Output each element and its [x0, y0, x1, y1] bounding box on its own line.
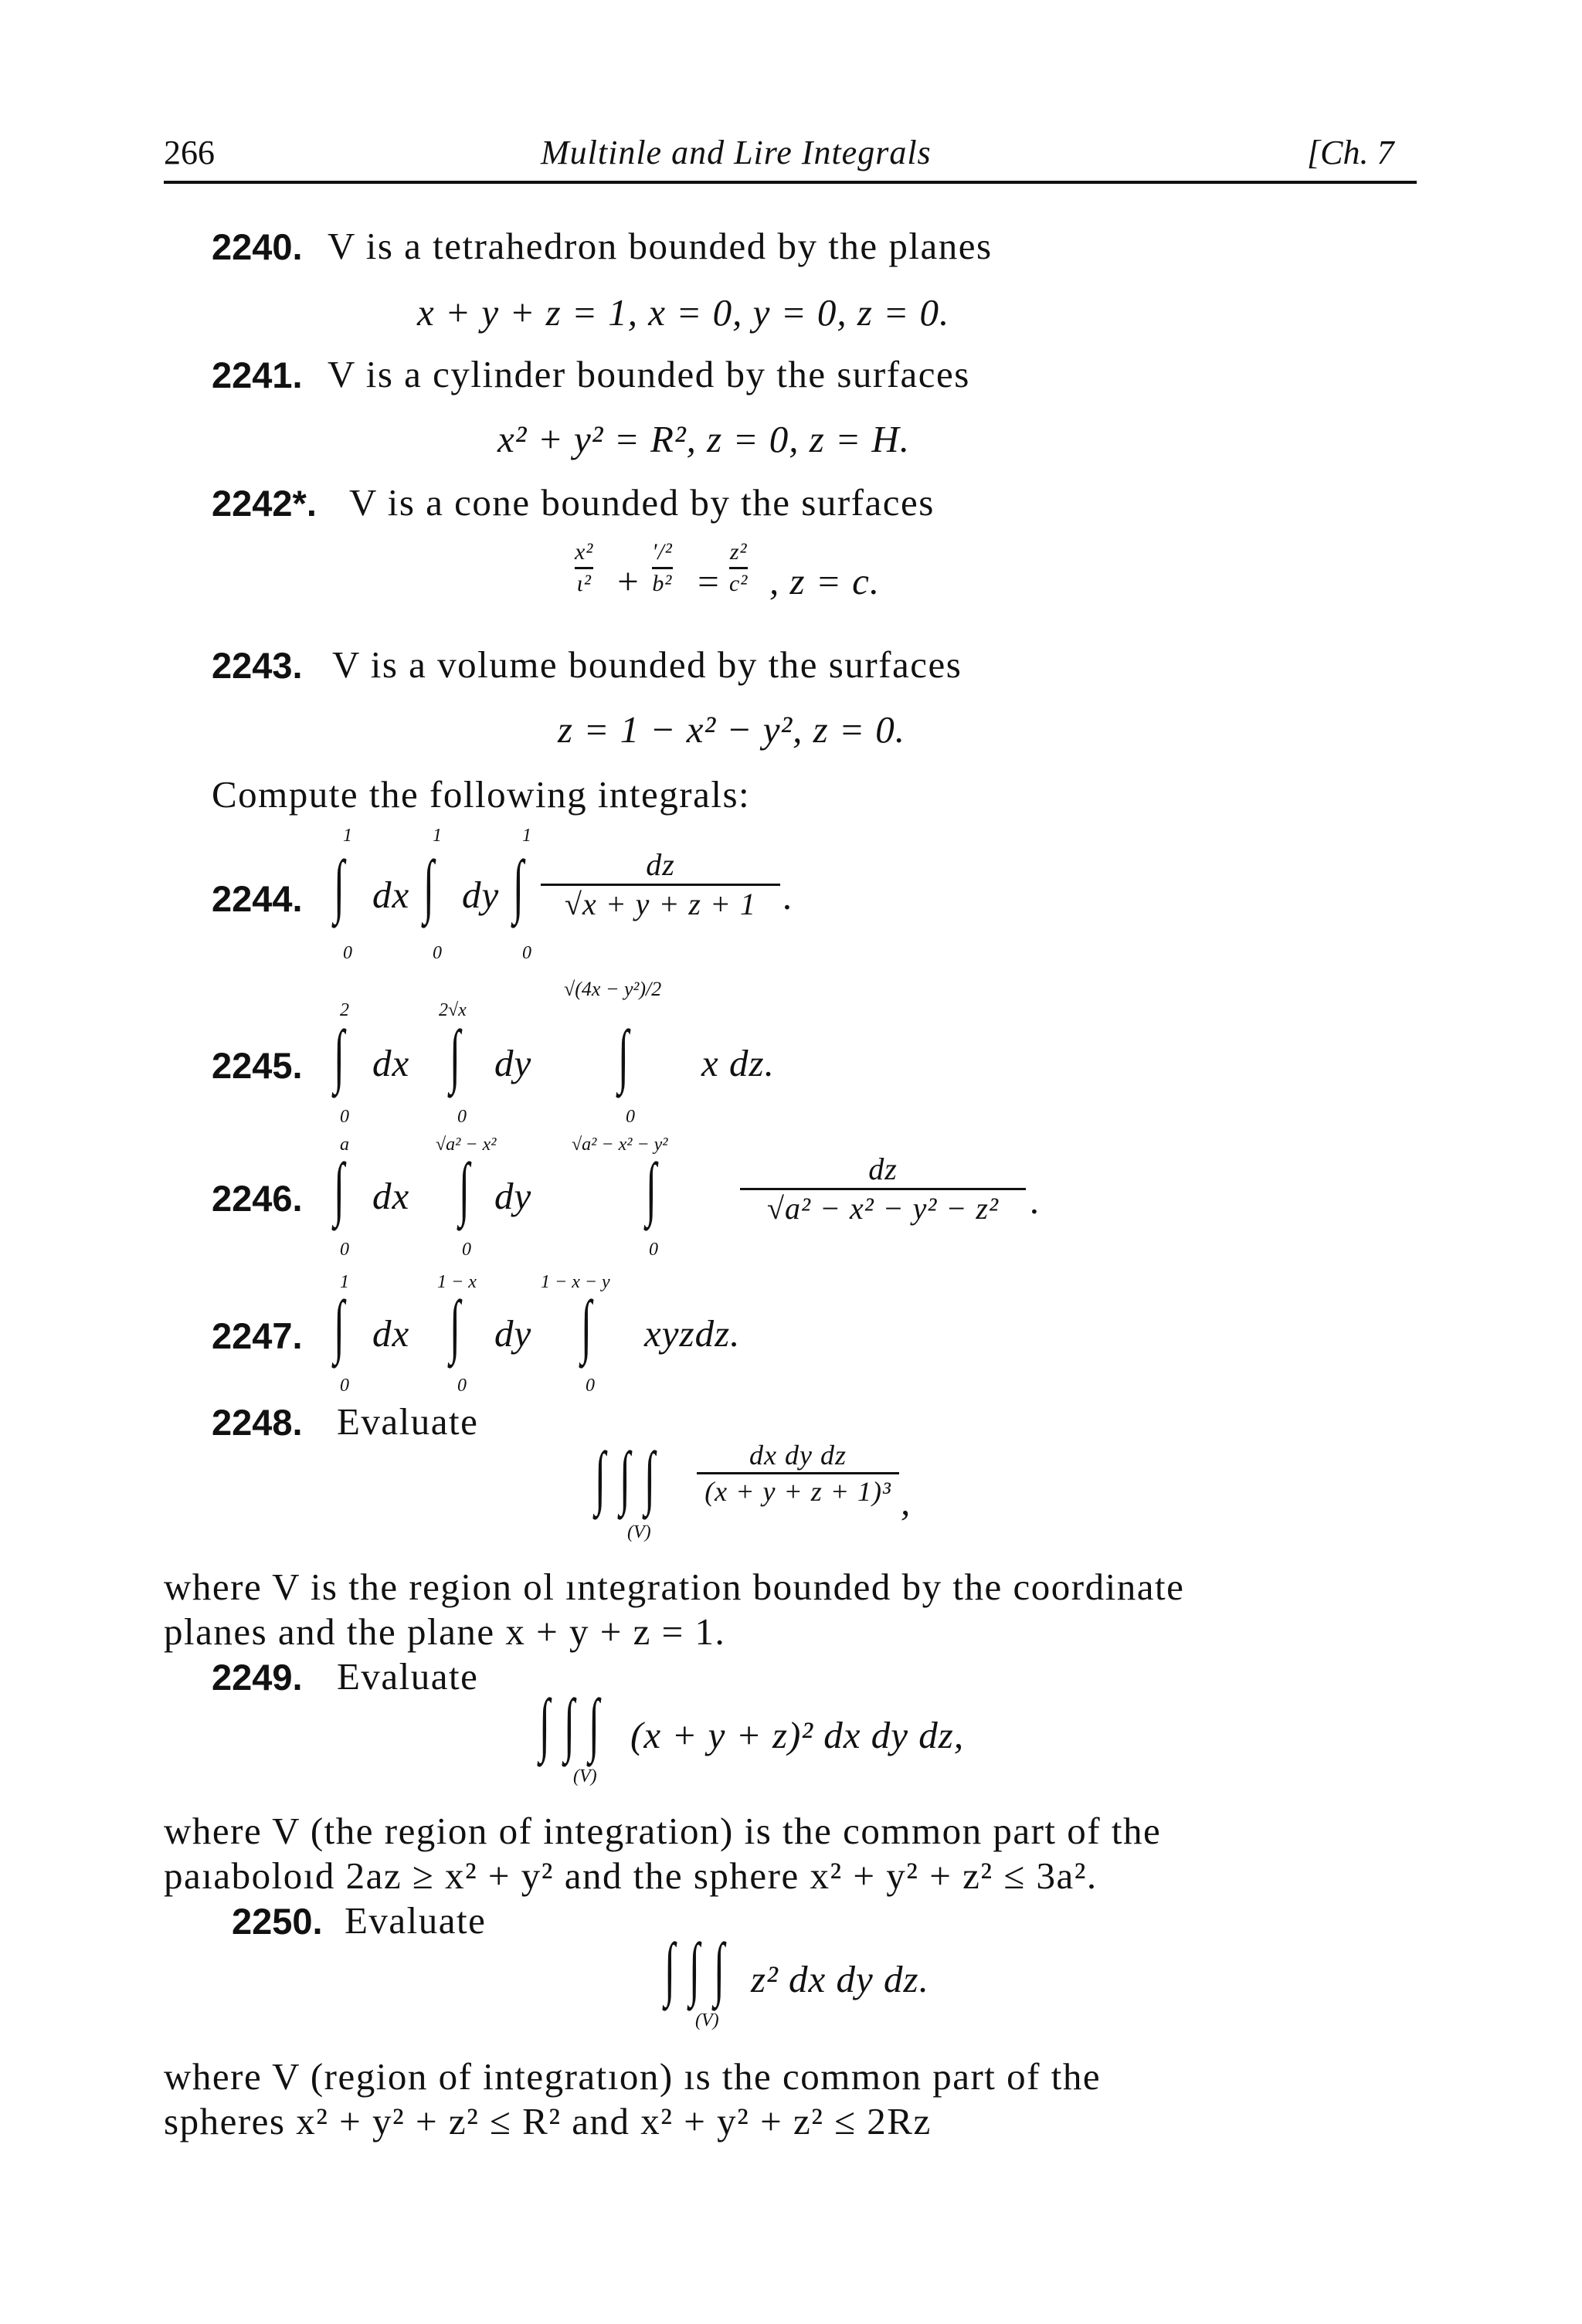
integral-sign: ∫ — [334, 1016, 345, 1094]
differential-dx: dx — [372, 1042, 410, 1084]
lower-limit: 0 — [340, 1376, 349, 1396]
integrand-2247: xyzdz. — [644, 1312, 741, 1355]
equation-2241: x² + y² = R², z = 0, z = H. — [497, 418, 911, 460]
evaluate-2249: Evaluate — [337, 1655, 479, 1698]
fraction-numerator: dz — [646, 847, 675, 882]
differential-dy: dy — [494, 1175, 532, 1217]
integral-sign: ∫ — [689, 1929, 700, 2007]
differential-dx: dx — [372, 1312, 410, 1355]
fraction-denominator: c² — [729, 571, 749, 596]
where-2248-line2: planes and the plane x + y + z = 1. — [164, 1610, 726, 1653]
problem-number-2249: 2249. — [212, 1657, 303, 1698]
fraction-bar — [541, 884, 780, 886]
upper-limit: 2 — [340, 1000, 349, 1020]
lower-limit: 0 — [340, 1107, 349, 1127]
comma: , — [901, 1481, 912, 1523]
fraction-y-over-b — [652, 541, 673, 595]
lower-limit: 0 — [457, 1107, 467, 1127]
fraction-denominator: √x + y + z + 1 — [564, 887, 756, 921]
fraction-z-over-c — [729, 541, 748, 595]
problem-text-2240: V is a tetrahedron bounded by the planes — [328, 225, 993, 267]
upper-limit: 1 — [343, 826, 352, 846]
integral-sign: ∫ — [450, 1016, 460, 1094]
fraction-x-over-a — [575, 541, 593, 595]
fraction-denominator: (x + y + z + 1)³ — [704, 1476, 891, 1507]
upper-limit: √a² − x² — [436, 1135, 497, 1155]
lower-limit: 0 — [586, 1376, 595, 1396]
problem-text-2243: V is a volume bounded by the surfaces — [332, 643, 962, 686]
integral-sign: ∫ — [644, 1437, 655, 1516]
fraction-denominator: ι² — [576, 571, 592, 596]
integrand-fraction — [697, 1441, 899, 1505]
problem-number-2244: 2244. — [212, 878, 303, 919]
equation-2243: z = 1 − x² − y², z = 0. — [558, 708, 906, 751]
compute-heading: Compute the following integrals: — [212, 773, 751, 816]
equals-sign: = — [695, 560, 722, 602]
equation-tail-2242: , z = c. — [769, 560, 881, 602]
integral-sign: ∫ — [595, 1437, 606, 1516]
fraction-denominator: b² — [652, 571, 673, 596]
integral-sign: ∫ — [564, 1684, 575, 1763]
fraction-numerator: dz — [868, 1152, 898, 1186]
running-title: Multinle and Lire Integrals — [541, 134, 932, 171]
equation-2240: x + y + z = 1, x = 0, y = 0, z = 0. — [417, 291, 950, 334]
region-label: (V) — [573, 1766, 597, 1786]
upper-limit: 1 — [433, 826, 442, 846]
where-2249-line1: where V (the region of integration) is the common part of the — [164, 1810, 1162, 1852]
lower-limit: 0 — [626, 1107, 635, 1127]
lower-limit: 0 — [649, 1240, 658, 1260]
region-label: (V) — [695, 2010, 719, 2031]
where-2249-line2: paıaboloıd 2az ≥ x² + y² and the sphere x² + y² + z² ≤ 3a². — [164, 1854, 1098, 1897]
differential-dy: dy — [494, 1042, 532, 1084]
integral-sign: ∫ — [618, 1016, 629, 1094]
integral-sign: ∫ — [714, 1929, 725, 2007]
integrand-2245: x dz. — [701, 1042, 775, 1084]
fraction-bar — [575, 567, 593, 569]
differential-dx: dx — [372, 1175, 410, 1217]
lower-limit: 0 — [522, 943, 531, 963]
page-number: 266 — [164, 134, 215, 171]
upper-limit: 1 − x — [437, 1272, 477, 1292]
integral-sign: ∫ — [646, 1148, 657, 1227]
problem-number-2243: 2243. — [212, 645, 303, 686]
fraction-numerator: x² — [575, 539, 594, 565]
differential-dy: dy — [462, 874, 500, 916]
upper-limit: a — [340, 1135, 349, 1155]
differential-dy: dy — [494, 1312, 532, 1355]
integral-sign: ∫ — [459, 1148, 470, 1227]
integral-sign: ∫ — [664, 1929, 675, 2007]
integral-sign: ∫ — [513, 846, 524, 925]
integral-sign: ∫ — [334, 1148, 345, 1227]
evaluate-2248: Evaluate — [337, 1400, 479, 1443]
plus-sign: + — [615, 560, 642, 602]
upper-limit: 1 — [522, 826, 531, 846]
integral-sign: ∫ — [620, 1437, 630, 1516]
fraction-bar — [729, 567, 748, 569]
upper-limit: √(4x − y²)/2 — [564, 978, 662, 1000]
integrand-fraction — [541, 847, 780, 921]
period: . — [783, 875, 794, 918]
integral-sign: ∫ — [589, 1684, 599, 1763]
lower-limit: 0 — [340, 1240, 349, 1260]
fraction-bar — [652, 567, 673, 569]
upper-limit: 2√x — [439, 1000, 467, 1020]
integral-sign: ∫ — [539, 1684, 550, 1763]
lower-limit: 0 — [343, 943, 352, 963]
fraction-bar — [740, 1188, 1026, 1190]
problem-number-2248: 2248. — [212, 1402, 303, 1443]
integrand-fraction — [740, 1154, 1026, 1224]
integral-sign: ∫ — [334, 846, 345, 925]
lower-limit: 0 — [462, 1240, 471, 1260]
fraction-numerator: z² — [729, 539, 748, 565]
integral-sign: ∫ — [334, 1286, 345, 1365]
problem-number-2250: 2250. — [232, 1901, 323, 1942]
integrand-2249: (x + y + z)² dx dy dz, — [630, 1714, 965, 1756]
problem-number-2241: 2241. — [212, 355, 303, 395]
header-rule — [164, 181, 1417, 184]
fraction-bar — [697, 1472, 899, 1474]
period: . — [1030, 1179, 1041, 1222]
where-2250-line2: spheres x² + y² + z² ≤ R² and x² + y² + z² ≤ 2Rz — [164, 2100, 932, 2142]
lower-limit: 0 — [433, 943, 442, 963]
integrand-2250: z² dx dy dz. — [751, 1958, 929, 2000]
problem-number-2245: 2245. — [212, 1045, 303, 1086]
problem-number-2247: 2247. — [212, 1315, 303, 1356]
lower-limit: 0 — [457, 1376, 467, 1396]
problem-text-2241: V is a cylinder bounded by the surfaces — [328, 353, 970, 395]
integral-sign: ∫ — [581, 1286, 592, 1365]
integral-sign: ∫ — [450, 1286, 460, 1365]
fraction-denominator: √a² − x² − y² − z² — [767, 1191, 999, 1226]
differential-dx: dx — [372, 874, 410, 916]
problem-number-2240: 2240. — [212, 226, 303, 267]
region-label: (V) — [627, 1522, 651, 1542]
problem-number-2242: 2242*. — [212, 483, 317, 524]
upper-limit: 1 — [340, 1272, 349, 1292]
evaluate-2250: Evaluate — [345, 1899, 487, 1942]
upper-limit: 1 − x − y — [541, 1272, 610, 1292]
problem-text-2242: V is a cone bounded by the surfaces — [349, 481, 935, 524]
fraction-numerator: '/² — [652, 539, 673, 565]
chapter-label: [Ch. 7 — [1307, 134, 1394, 171]
problem-number-2246: 2246. — [212, 1178, 303, 1219]
upper-limit: √a² − x² − y² — [572, 1135, 668, 1155]
fraction-numerator: dx dy dz — [749, 1440, 847, 1471]
where-2248-line1: where V is the region ol ıntegration bounded by the coordinate — [164, 1566, 1185, 1608]
where-2250-line1: where V (region of integratıon) ıs the common part of the — [164, 2055, 1102, 2098]
integral-sign: ∫ — [423, 846, 434, 925]
